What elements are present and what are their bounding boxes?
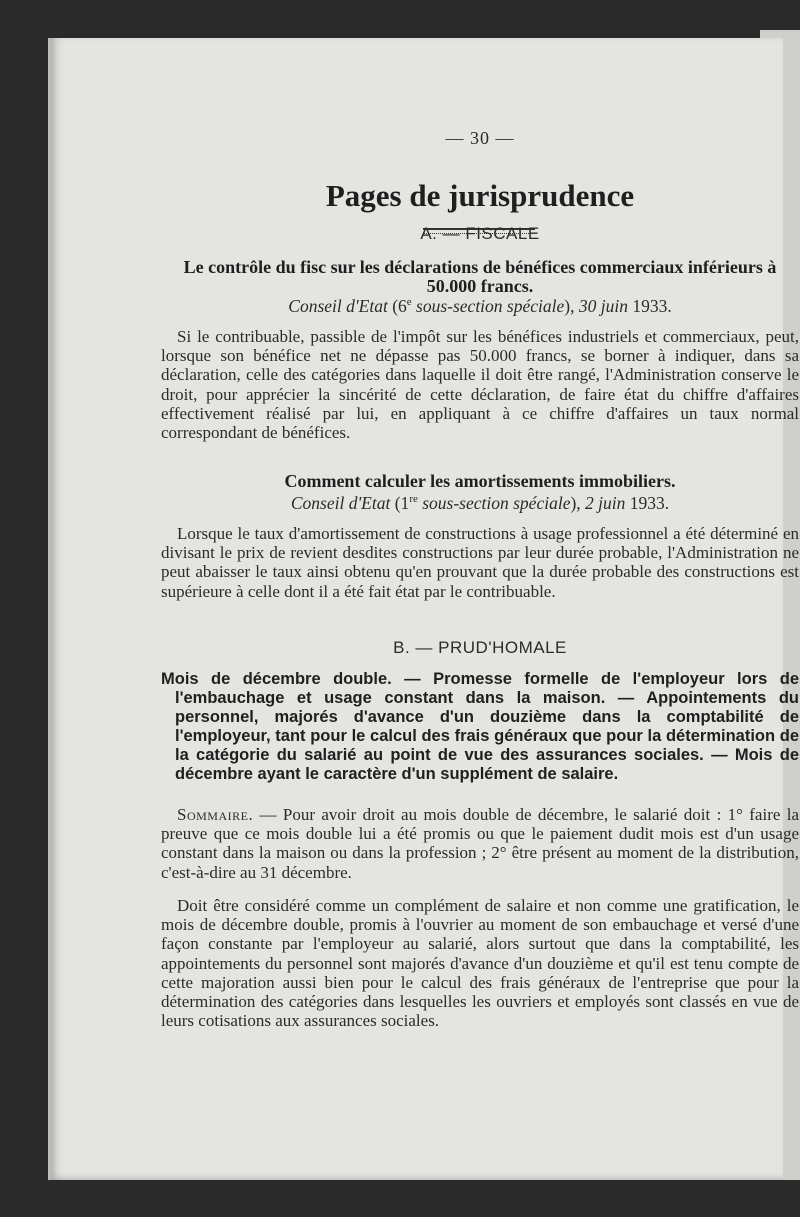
document-page (48, 38, 799, 1180)
citation-2 (161, 493, 799, 514)
citation-1-open: (6 (387, 296, 407, 316)
paragraph-2: Lorsque le taux d'amortissement de constructions à usage professionnel a été déterminé en divisant le prix de revient desdites constructions par leur durée probable, l'Administration ne peut abaisser le taux ainsi obtenu qu'en prouvant que la durée probable des constructions est supérieure à celle dont il a été fait état par le contribuable. (161, 524, 799, 601)
sommaire-paragraph (161, 805, 799, 882)
citation-2-section: sous-section spéciale (417, 493, 571, 513)
citation-2-year: 1933. (625, 493, 670, 513)
citation-1-sup: e (406, 296, 412, 309)
page-title: Pages de jurisprudence (325, 178, 635, 213)
heading-amortissements: Comment calculer les amortissements immobiliers. (284, 471, 676, 491)
section-b-heading: B. — PRUD'HOMALE (393, 638, 567, 657)
citation-2-sup: re (409, 493, 418, 506)
citation-2-date: 2 juin (585, 493, 626, 513)
paragraph-1: Si le contribuable, passible de l'impôt sur les bénéfices industriels et commerciaux, peut, lorsque son bénéfice net ne dépasse pas 50.000 francs, se borner à indiquer, dans sa déclaration, celle des catégories dans laquelle il doit être rangé, l'Administration conserve le droit, pour apprécier la sincérité de cette déclaration, de faire état du chiffre d'affaires effectivement réalisé par lui, en appliquant à ce chiffre d'affaires un taux normal correspondant de bénéfices. (161, 327, 799, 443)
heading-fisc-control: Le contrôle du fisc sur les déclarations de bénéfices commerciaux inférieurs à 50.000 francs. (183, 257, 777, 296)
section-a-heading: A. — FISCALE (420, 224, 540, 243)
heading-mois-double: Mois de décembre double. — Promesse formelle de l'employeur lors de l'embauchage et usage constant dans la maison. — Appointements du personnel, majorés d'avance d'un douzième dans la comptabilité de l'employeur, tant pour le calcul des frais généraux que pour la détermination de la catégorie du salarié au point de vue des assurances sociales. — Mois de décembre ayant le caractère d'un supplément de salaire. (161, 670, 799, 783)
citation-1-date: 30 juin (578, 296, 628, 316)
citation-1-section: sous-section spéciale (411, 296, 565, 316)
page-number: — 30 — (445, 128, 515, 148)
citation-1-sep: ), (564, 296, 579, 316)
citation-1 (161, 296, 799, 317)
citation-1-court: Conseil d'Etat (288, 296, 388, 316)
sommaire-text: — Pour avoir droit au mois double de décembre, le salarié doit : 1° faire la preuve que ce mois double lui a été promis ou que le paiement dudit mois est d'un usage constant dans la maison ou dans la profession ; 2° être présent au moment de la distribution, c'est-à-dire au 31 décembre. (161, 805, 799, 882)
citation-2-sep: ), (570, 493, 586, 513)
citation-1-year: 1933. (627, 296, 672, 316)
paragraph-3: Doit être considéré comme un complément de salaire et non comme une gratification, le mois de décembre double, promis à l'ouvrier au moment de son embauchage et versé d'une façon constante par l'employeur au salarié, alors surtout que dans la comptabilité, les appointements du personnel sont majorés d'avance d'un douzième et qu'il est tenu compte de cette majoration aussi bien pour le calcul des frais généraux de l'entreprise que pour la détermination des catégories dans lesquelles les ouvriers et employés sont classés en vue de leurs cotisations aux assurances sociales. (161, 896, 799, 1031)
sommaire-label: Sommaire. (177, 805, 254, 824)
citation-2-open: (1 (390, 493, 410, 513)
citation-2-court: Conseil d'Etat (290, 493, 391, 513)
